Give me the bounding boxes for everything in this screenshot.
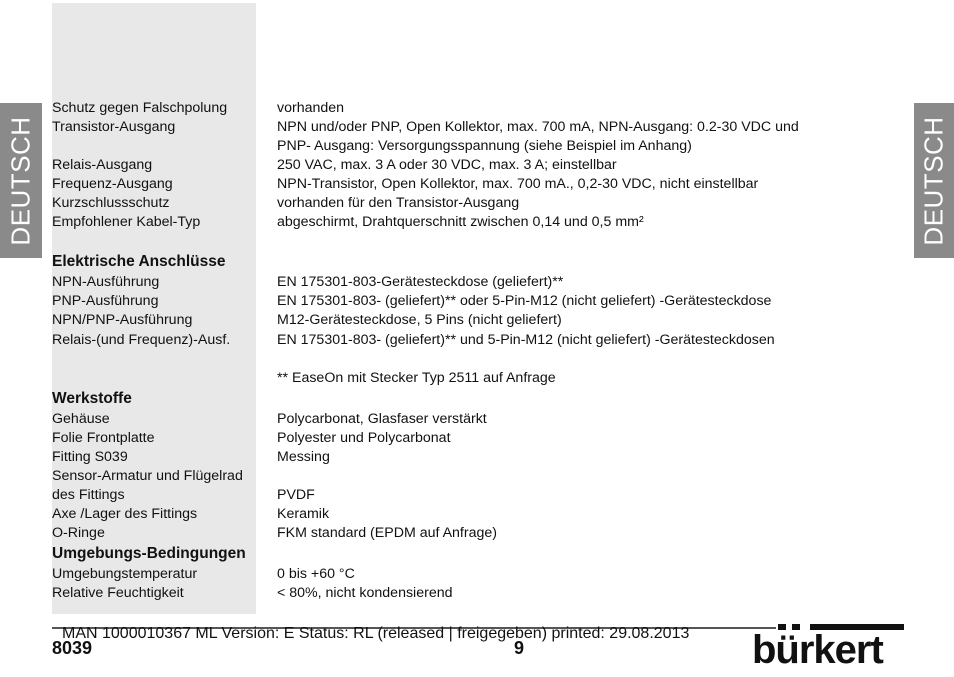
spec-value: EN 175301-803- (geliefert)** oder 5-Pin-M12 (nicht geliefert) -Gerätesteckdose [277, 293, 772, 309]
spec-value: vorhanden [277, 100, 345, 116]
spec-label: Fitting S039 [52, 449, 128, 465]
spec-value: PVDF [277, 487, 315, 503]
spec-value: 250 VAC, max. 3 A oder 30 VDC, max. 3 A; einstellbar [277, 157, 617, 173]
burkert-logo [752, 624, 904, 670]
spec-label: Axe /Lager des Fittings [52, 506, 198, 522]
spec-label: Folie Frontplatte [52, 430, 155, 446]
spec-value: FKM standard (EPDM auf Anfrage) [277, 525, 497, 541]
spec-label: Frequenz-Ausgang [52, 176, 173, 192]
spec-label: Umgebungstemperatur [52, 566, 198, 582]
spec-value: vorhanden für den Transistor-Ausgang [277, 195, 520, 211]
document-meta: MAN 1000010367 ML Version: E Status: RL (released | freigegeben) printed: 29.08.2013 [62, 625, 690, 642]
spec-label: PNP-Ausführung [52, 293, 159, 309]
spec-value: NPN-Transistor, Open Kollektor, max. 700 mA., 0,2-30 VDC, nicht einstellbar [277, 176, 759, 192]
spec-value: PNP- Ausgang: Versorgungsspannung (siehe Beispiel im Anhang) [277, 138, 692, 154]
spec-label: NPN/PNP-Ausführung [52, 312, 193, 328]
spec-label: Transistor-Ausgang [52, 119, 176, 135]
spec-label: Relative Feuchtigkeit [52, 585, 184, 601]
section-heading-materials: Werkstoffe [52, 390, 132, 407]
spec-label: O-Ringe [52, 525, 105, 541]
spec-label: Schutz gegen Falschpolung [52, 100, 228, 116]
spec-value: 0 bis +60 °C [277, 566, 355, 582]
spec-value: Messing [277, 449, 330, 465]
spec-value: EN 175301-803- (geliefert)** und 5-Pin-M12 (nicht geliefert) -Gerätesteckdosen [277, 332, 775, 348]
language-tab-right [914, 103, 954, 258]
spec-label: Empfohlener Kabel-Typ [52, 214, 201, 230]
spec-value: Keramik [277, 506, 330, 522]
spec-value: Polyester und Polycarbonat [277, 430, 451, 446]
spec-value: EN 175301-803-Gerätesteckdose (geliefert)** [277, 274, 564, 290]
logo-wordmark: bürkert [752, 628, 883, 672]
spec-value: < 80%, nicht kondensierend [277, 585, 453, 601]
section-heading-electrical: Elektrische Anschlüsse [52, 253, 226, 270]
spec-value: abgeschirmt, Drahtquerschnitt zwischen 0,14 und 0,5 mm² [277, 214, 644, 230]
spec-label: Sensor-Armatur und Flügelrad [52, 468, 243, 484]
section-heading-ambient: Umgebungs-Bedingungen [52, 545, 246, 562]
language-tab-left-label: DEUTSCH [5, 115, 36, 246]
footnote: ** EaseOn mit Stecker Typ 2511 auf Anfrage [277, 370, 556, 386]
page-number: 9 [514, 638, 525, 658]
language-tab-right-label: DEUTSCH [918, 115, 949, 246]
spec-label: Relais-(und Frequenz)-Ausf. [52, 332, 231, 348]
language-tab-left [0, 103, 42, 258]
spec-value: Polycarbonat, Glasfaser verstärkt [277, 411, 487, 427]
spec-label: Gehäuse [52, 411, 110, 427]
spec-label: NPN-Ausführung [52, 274, 160, 290]
document-number: 8039 [52, 638, 93, 658]
spec-label: des Fittings [52, 487, 125, 503]
spec-value: NPN und/oder PNP, Open Kollektor, max. 700 mA, NPN-Ausgang: 0.2-30 VDC und [277, 119, 799, 135]
spec-label: Kurzschlussschutz [52, 195, 170, 211]
spec-label: Relais-Ausgang [52, 157, 153, 173]
spec-value: M12-Gerätesteckdose, 5 Pins (nicht geliefert) [277, 312, 562, 328]
